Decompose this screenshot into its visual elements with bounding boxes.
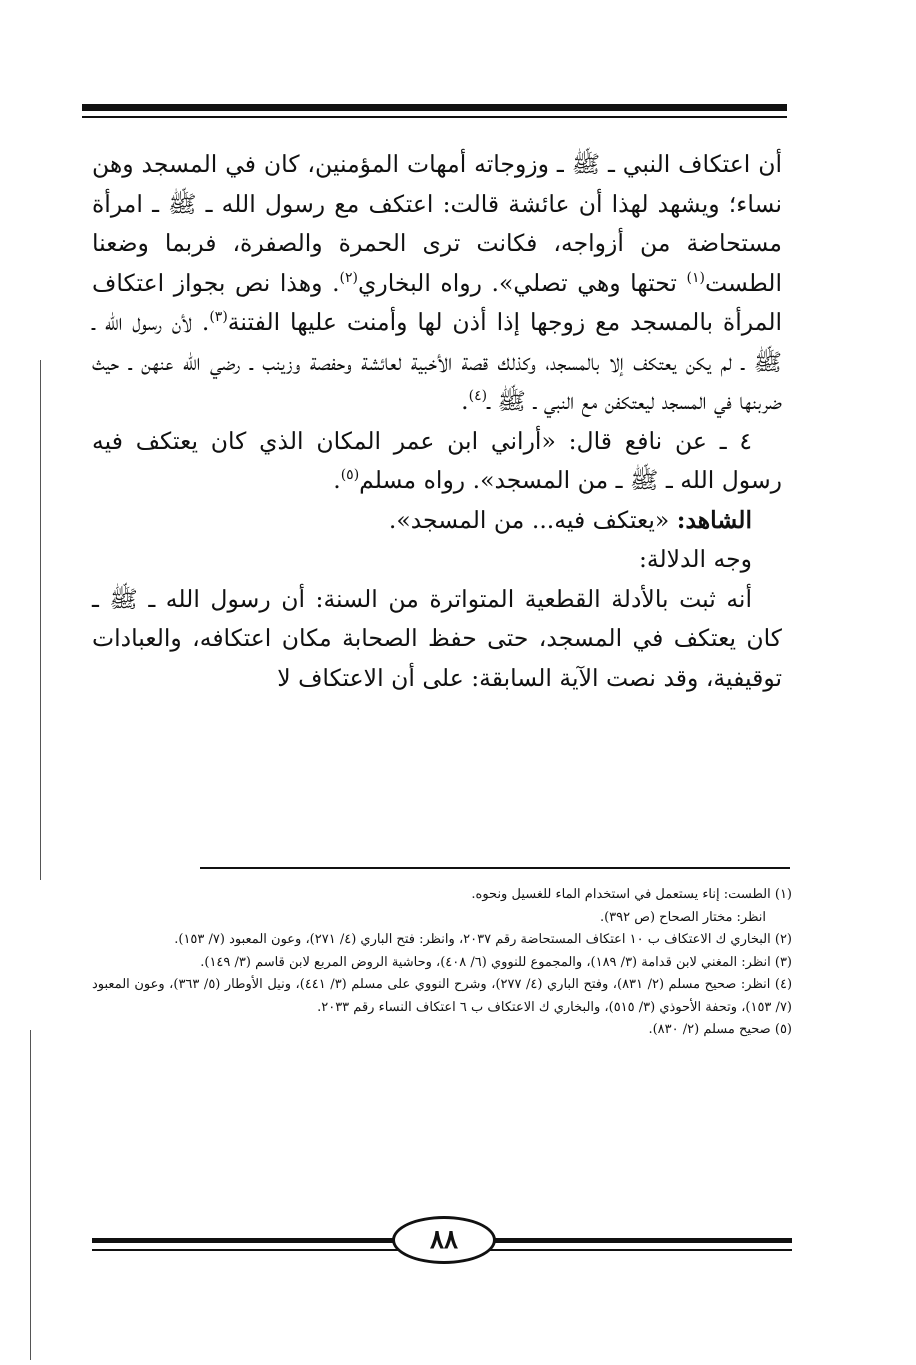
text-segment: تحتها وهي تصلي». رواه البخاري — [358, 268, 677, 297]
paragraph-1: أن اعتكاف النبي ـ ﷺ ـ وزوجاته أمهات المؤمنين، كان في المسجد وهن نساء؛ ويشهد لهذا أن عائشة قالت: اعتكف مع رسول الله ـ ﷺ ـ امرأة مستحاضة من أزواجه، فكانت ترى الحمرة والصفرة، فربما وضعنا الطست$^{(١)}$ تحتها وهي تصلي». رواه البخاري$^{(٢)}$. وهذا نص بجواز اعتكاف المرأة بالمسجد مع زوجها إذا أذن لها وأمنت عليها الفتنة$^{(٣)}$. لأن رسول الله ـ ﷺ ـ لم يكن يعتكف إلا بالمسجد، وكذلك قصة الأخبية لعائشة وحفصة وزينب ـ رضي الله عنهن ـ حيث ضربنها في المسجد ليعتكفن مع النبي ـ ﷺ ـ$^{(٤)}$. — [92, 150, 783, 415]
footnote-separator — [200, 867, 790, 869]
text-segment: أن اعتكاف النبي ـ ﷺ ـ وزوجاته أمهات المؤمنين، كان في المسجد وهن نساء؛ ويشهد لهذا أن عائشة قالت: اعتكف مع رسول الله ـ ﷺ ـ امرأة مستحاضة من أزواجه، فكانت ترى الحمرة والصفرة، فربما وضعنا الطست — [92, 150, 782, 297]
shahed-text: «يعتكف فيه... من المسجد». — [388, 505, 677, 534]
footnote-3: (٣) انظر: المغني لابن قدامة (٣/ ١٨٩)، والمجموع للنووي (٦/ ٤٠٨)، وحاشية الروض المربع لابن قاسم (٣/ ١٤٩). — [200, 954, 792, 970]
last-paragraph: أنه ثبت بالأدلة القطعية المتواترة من السنة: أن رسول الله ـ ﷺ ـ كان يعتكف في المسجد، حتى حفظ الصحابة مكان اعتكافه، والعبادات توقيفية، وقد نصت الآية السابقة: على أن الاعتكاف لا — [92, 584, 782, 692]
footnote-4: (٤) انظر: صحيح مسلم (٢/ ٨٣١)، وفتح الباري (٤/ ٢٧٧)، وشرح النووي على مسلم (٣/ ٤٤١)، ونيل الأوطار (٥/ ٣٦٣)، وعون المعبود (٧/ ١٥٣)، وتحفة الأحوذي (٣/ ٥١٥)، والبخاري ك الاعتكاف ب ٦ اعتكاف النساء رقم ٢٠٣٣. — [92, 977, 793, 1015]
scan-margin-line — [30, 1030, 31, 1360]
footnote-ref-3: (٣) — [209, 309, 228, 326]
footnote-ref-5: (٥) — [340, 467, 360, 484]
page-number: ٨٨ — [392, 1216, 496, 1264]
item-4-text: ٤ ـ عن نافع قال: «أراني ابن عمر المكان الذي كان يعتكف فيه رسول الله ـ ﷺ ـ من المسجد». رواه مسلم — [92, 426, 782, 494]
footnote-2: (٢) البخاري ك الاعتكاف ب ١٠ اعتكاف المستحاضة رقم ٢٠٣٧، وانظر: فتح الباري (٤/ ٢٧١)، وعون المعبود (٧/ ١٥٣). — [174, 932, 792, 947]
footnote-ref-1: (١) — [686, 269, 705, 286]
footnote-ref-2: (٢) — [339, 269, 359, 286]
text-segment: . لأن رسول الله ـ ﷺ ـ لم يكن يعتكف إلا بالمسجد، وكذلك قصة الأخبية لعائشة وحفصة وزينب ـ رضي الله عنهن ـ حيث ضربنها في المسجد ليعتكفن مع النبي ـ ﷺ ـ — [92, 308, 782, 415]
footnote-1: (١) الطست: إناء يستعمل في استخدام الماء للغسيل ونحوه. — [471, 887, 792, 902]
footnotes — [92, 884, 792, 1042]
shahed-label: الشاهد: — [676, 505, 752, 534]
footnote-ref-4: (٤) — [468, 388, 488, 405]
shahed-line — [92, 501, 782, 541]
main-text — [92, 145, 782, 698]
header-rule-thick — [82, 104, 787, 111]
text-segment: . وهذا نص بجواز اعتكاف المرأة بالمسجد مع زوجها إذا أذن لها وأمنت عليها الفتنة — [92, 268, 783, 336]
scan-margin-line — [40, 360, 41, 880]
item-4: ٤ ـ عن نافع قال: «أراني ابن عمر المكان الذي كان يعتكف فيه رسول الله ـ ﷺ ـ من المسجد». رواه مسلم$^{(٥)}$. — [92, 426, 782, 494]
wajh-heading: وجه الدلالة: — [638, 545, 752, 573]
header-rule-thin — [82, 116, 787, 118]
footnote-1-source: انظر: مختار الصحاح (ص ٣٩٢). — [599, 909, 766, 925]
footnote-5: (٥) صحيح مسلم (٢/ ٨٣٠). — [648, 1022, 792, 1037]
